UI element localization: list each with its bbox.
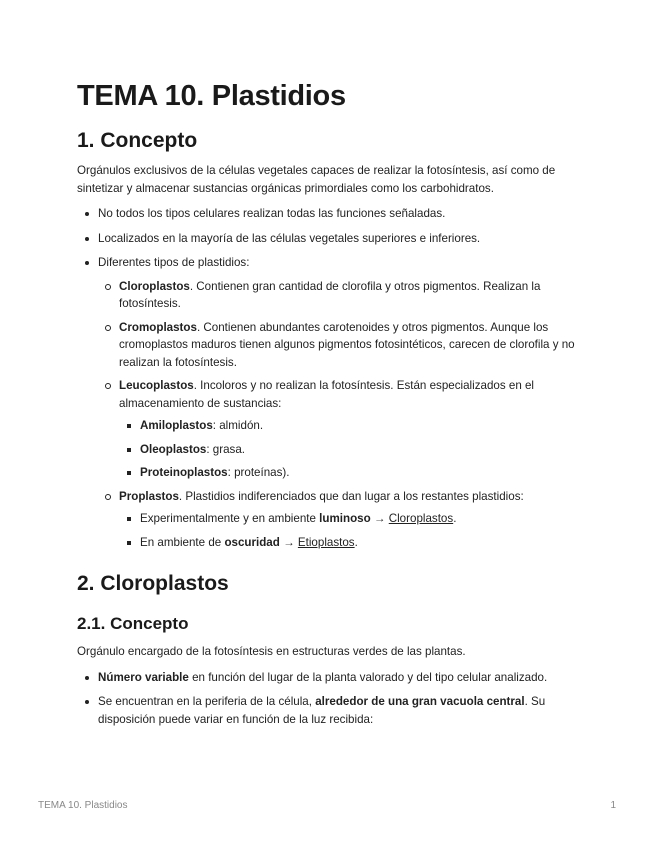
list-item (119, 534, 577, 552)
text: . Su disposición puede variar en función de la luz recibida: (98, 695, 546, 726)
list-item: No todos los tipos celulares realizan todas las funciones señaladas. (77, 205, 577, 223)
term: Proteinoplastos (140, 466, 228, 479)
text: Experimentalmente y en ambiente (140, 512, 320, 525)
keyword: luminoso (319, 512, 371, 525)
section-2-1-intro: Orgánulo encargado de la fotosíntesis en estructuras verdes de las plantas. (77, 645, 466, 658)
type-cloroplastos (98, 278, 577, 313)
footer-title: TEMA 10. Plastidios (38, 800, 128, 811)
keyword: alrededor de una gran vacuola central (315, 695, 525, 708)
term: Cromoplastos (119, 320, 197, 334)
definition: . Incoloros y no realizan la fotosíntesis. Están especializados en el almacenamiento de sustancias: (119, 379, 535, 410)
text: en función del lugar de la planta valorado y del tipo celular analizado. (188, 670, 548, 684)
list-item (119, 464, 577, 482)
arrow-icon: → (370, 512, 389, 525)
term: Amiloplastos (140, 419, 213, 432)
page-number: 1 (610, 800, 616, 811)
term: Oleoplastos (140, 442, 207, 456)
keyword: oscuridad (224, 535, 280, 549)
term: Proplastos (119, 489, 179, 503)
definition: . Contienen gran cantidad de clorofila y otros pigmentos. Realizan la fotosíntesis. (119, 279, 541, 310)
section-1-heading: 1. Concepto (77, 129, 198, 152)
definition: . Plastidios indiferenciados que dan lugar a los restantes plastidios: (178, 489, 524, 503)
definition: : grasa. (206, 442, 246, 456)
text: . (354, 535, 358, 549)
list-item (77, 693, 577, 728)
section-1-list (77, 205, 577, 551)
list-item (119, 417, 577, 435)
type-proplastos (98, 488, 577, 552)
definition: : proteínas). (227, 466, 290, 479)
term: Cloroplastos (119, 279, 190, 293)
section-2-heading: 2. Cloroplastos (77, 572, 229, 595)
section-1-intro: Orgánulos exclusivos de la células vegetales capaces de realizar la fotosíntesis, así como de sintetizar y almacenar sustancias orgánicas primordiales como los carbohidratos. (77, 164, 556, 195)
text: Se encuentran en la periferia de la célula, (98, 695, 316, 708)
proplastos-sublist (119, 510, 577, 551)
arrow-icon: → (279, 535, 298, 549)
text: En ambiente de (140, 535, 225, 549)
list-item: Localizados en la mayoría de las células vegetales superiores e inferiores. (77, 230, 577, 248)
cloroplastos-link[interactable]: Cloroplastos (388, 512, 454, 525)
definition: : almidón. (212, 419, 264, 432)
type-cromoplastos (98, 319, 577, 372)
section-2-1-list (77, 669, 577, 729)
term: Leucoplastos (119, 379, 194, 392)
plastid-types-list (98, 278, 577, 552)
definition: . Contienen abundantes carotenoides y otros pigmentos. Aunque los cromoplastos maduros tienen algunos pigmentos fotosintéticos, carecen de clorofila y no realizan la fotosíntesis. (119, 320, 575, 369)
type-leucoplastos (98, 377, 577, 482)
list-item (119, 510, 577, 528)
list-item (77, 669, 577, 687)
list-item (77, 254, 577, 551)
list-item (119, 441, 577, 459)
leucoplastos-sublist (119, 417, 577, 482)
section-2-1-heading: 2.1. Concepto (77, 614, 189, 633)
text: . (453, 512, 457, 525)
document-title: TEMA 10. Plastidios (77, 80, 346, 112)
list-item-text: Diferentes tipos de plastidios: (98, 256, 250, 269)
keyword: Número variable (98, 670, 189, 684)
document-page (77, 72, 577, 735)
etioplastos-link[interactable]: Etioplastos (297, 535, 355, 549)
